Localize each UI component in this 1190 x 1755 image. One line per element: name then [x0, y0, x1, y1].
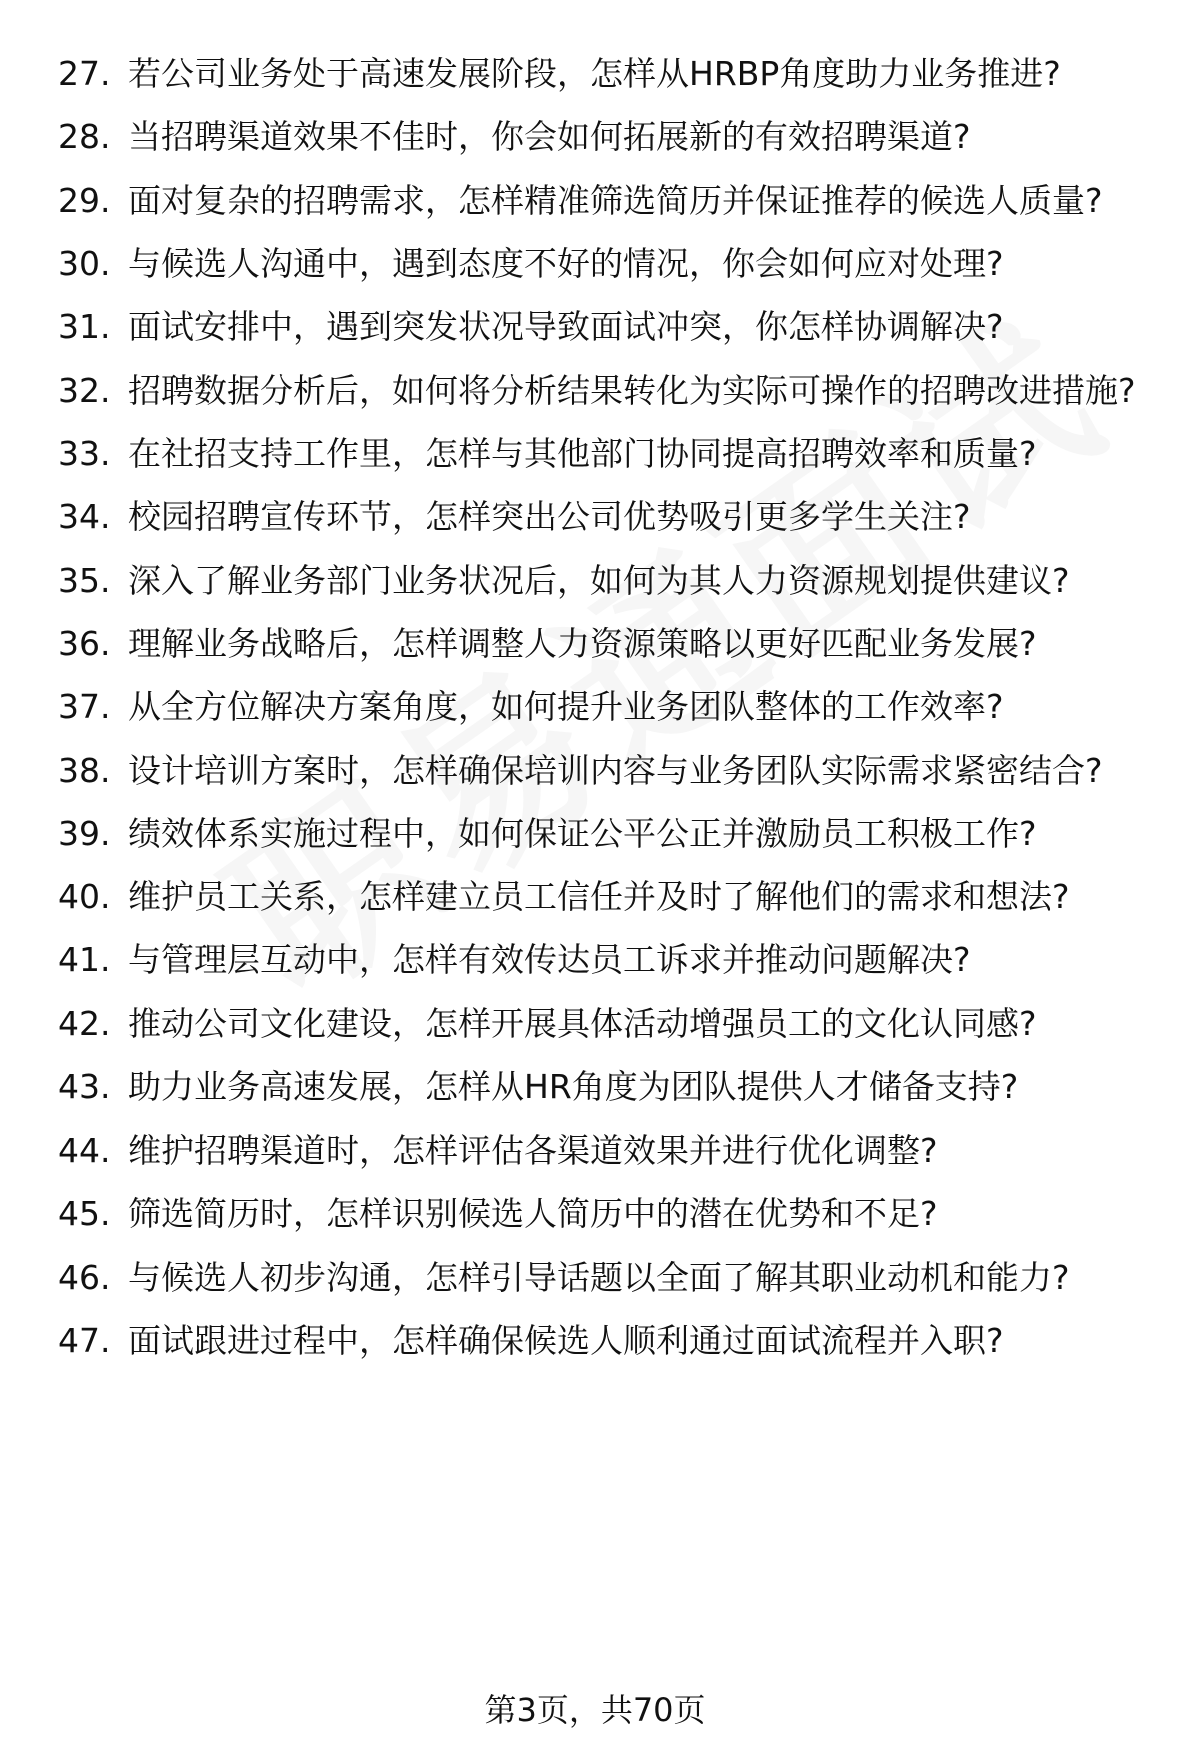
question-item [58, 812, 1158, 855]
question-item [58, 1129, 1158, 1172]
question-text: 设计培训方案时，怎样确保培训内容与业务团队实际需求紧密结合? [128, 750, 1103, 790]
question-item [58, 622, 1158, 665]
question-number: 30. [58, 243, 111, 283]
question-item [58, 749, 1158, 792]
question-text: 招聘数据分析后，如何将分析结果转化为实际可操作的招聘改进措施? [128, 370, 1136, 410]
question-item [58, 1002, 1158, 1045]
page-footer: 第3页，共70页 [484, 1691, 706, 1729]
question-number: 35. [58, 560, 111, 600]
question-number: 40. [58, 877, 111, 916]
question-text: 推动公司文化建设，怎样开展具体活动增强员工的文化认同感? [128, 1003, 1037, 1043]
question-text: 助力业务高速发展，怎样从HR角度为团队提供人才储备支持? [128, 1067, 1019, 1106]
question-number: 34. [58, 497, 111, 536]
question-text: 与候选人初步沟通，怎样引导话题以全面了解其职业动机和能力? [128, 1257, 1070, 1297]
question-text: 与管理层互动中，怎样有效传达员工诉求并推动问题解决? [128, 940, 971, 979]
question-item [58, 1256, 1158, 1299]
question-item [58, 115, 1158, 158]
question-text: 理解业务战略后，怎样调整人力资源策略以更好匹配业务发展? [128, 623, 1037, 663]
question-text: 面试跟进过程中，怎样确保候选人顺利通过面试流程并入职? [128, 1320, 1004, 1360]
question-item [58, 938, 1158, 981]
question-text: 深入了解业务部门业务状况后，如何为其人力资源规划提供建议? [128, 560, 1070, 600]
question-text: 与候选人沟通中，遇到态度不好的情况，你会如何应对处理? [128, 243, 1004, 283]
question-text: 当招聘渠道效果不佳时，你会如何拓展新的有效招聘渠道? [128, 117, 971, 156]
question-number: 27. [58, 54, 111, 93]
question-item [58, 559, 1158, 602]
question-text: 若公司业务处于高速发展阶段，怎样从HRBP角度助力业务推进? [128, 54, 1061, 93]
question-number: 46. [58, 1257, 111, 1297]
question-number: 41. [58, 940, 111, 979]
question-number: 43. [58, 1067, 111, 1106]
question-item [58, 52, 1158, 95]
question-number: 44. [58, 1130, 111, 1170]
question-number: 47. [58, 1320, 111, 1360]
question-number: 39. [58, 813, 111, 853]
question-number: 29. [58, 180, 111, 220]
question-text: 维护员工关系，怎样建立员工信任并及时了解他们的需求和想法? [128, 877, 1070, 916]
question-text: 校园招聘宣传环节，怎样突出公司优势吸引更多学生关注? [128, 497, 971, 536]
question-text: 从全方位解决方案角度，如何提升业务团队整体的工作效率? [128, 687, 1004, 726]
question-number: 32. [58, 370, 111, 410]
question-item [58, 242, 1158, 285]
question-item [58, 1192, 1158, 1235]
question-number: 36. [58, 623, 111, 663]
question-item [58, 179, 1158, 222]
question-number: 42. [58, 1003, 111, 1043]
question-item [58, 369, 1158, 412]
question-item [58, 305, 1158, 348]
question-item [58, 495, 1158, 538]
question-text: 筛选简历时，怎样识别候选人简历中的潜在优势和不足? [128, 1194, 938, 1233]
question-number: 28. [58, 117, 111, 156]
question-text: 在社招支持工作里，怎样与其他部门协同提高招聘效率和质量? [128, 433, 1037, 473]
question-item [58, 1319, 1158, 1362]
question-number: 33. [58, 433, 111, 473]
question-text: 维护招聘渠道时，怎样评估各渠道效果并进行优化调整? [128, 1130, 938, 1170]
question-text: 面对复杂的招聘需求，怎样精准筛选简历并保证推荐的候选人质量? [128, 180, 1103, 220]
question-number: 37. [58, 687, 111, 726]
question-item [58, 1065, 1158, 1108]
question-item [58, 875, 1158, 918]
question-number: 31. [58, 307, 111, 346]
question-item [58, 432, 1158, 475]
question-item [58, 685, 1158, 728]
question-list [58, 52, 1158, 1382]
question-number: 38. [58, 750, 111, 790]
question-number: 45. [58, 1194, 111, 1233]
question-text: 面试安排中，遇到突发状况导致面试冲突，你怎样协调解决? [128, 307, 1004, 346]
question-text: 绩效体系实施过程中，如何保证公平公正并激励员工积极工作? [128, 813, 1037, 853]
